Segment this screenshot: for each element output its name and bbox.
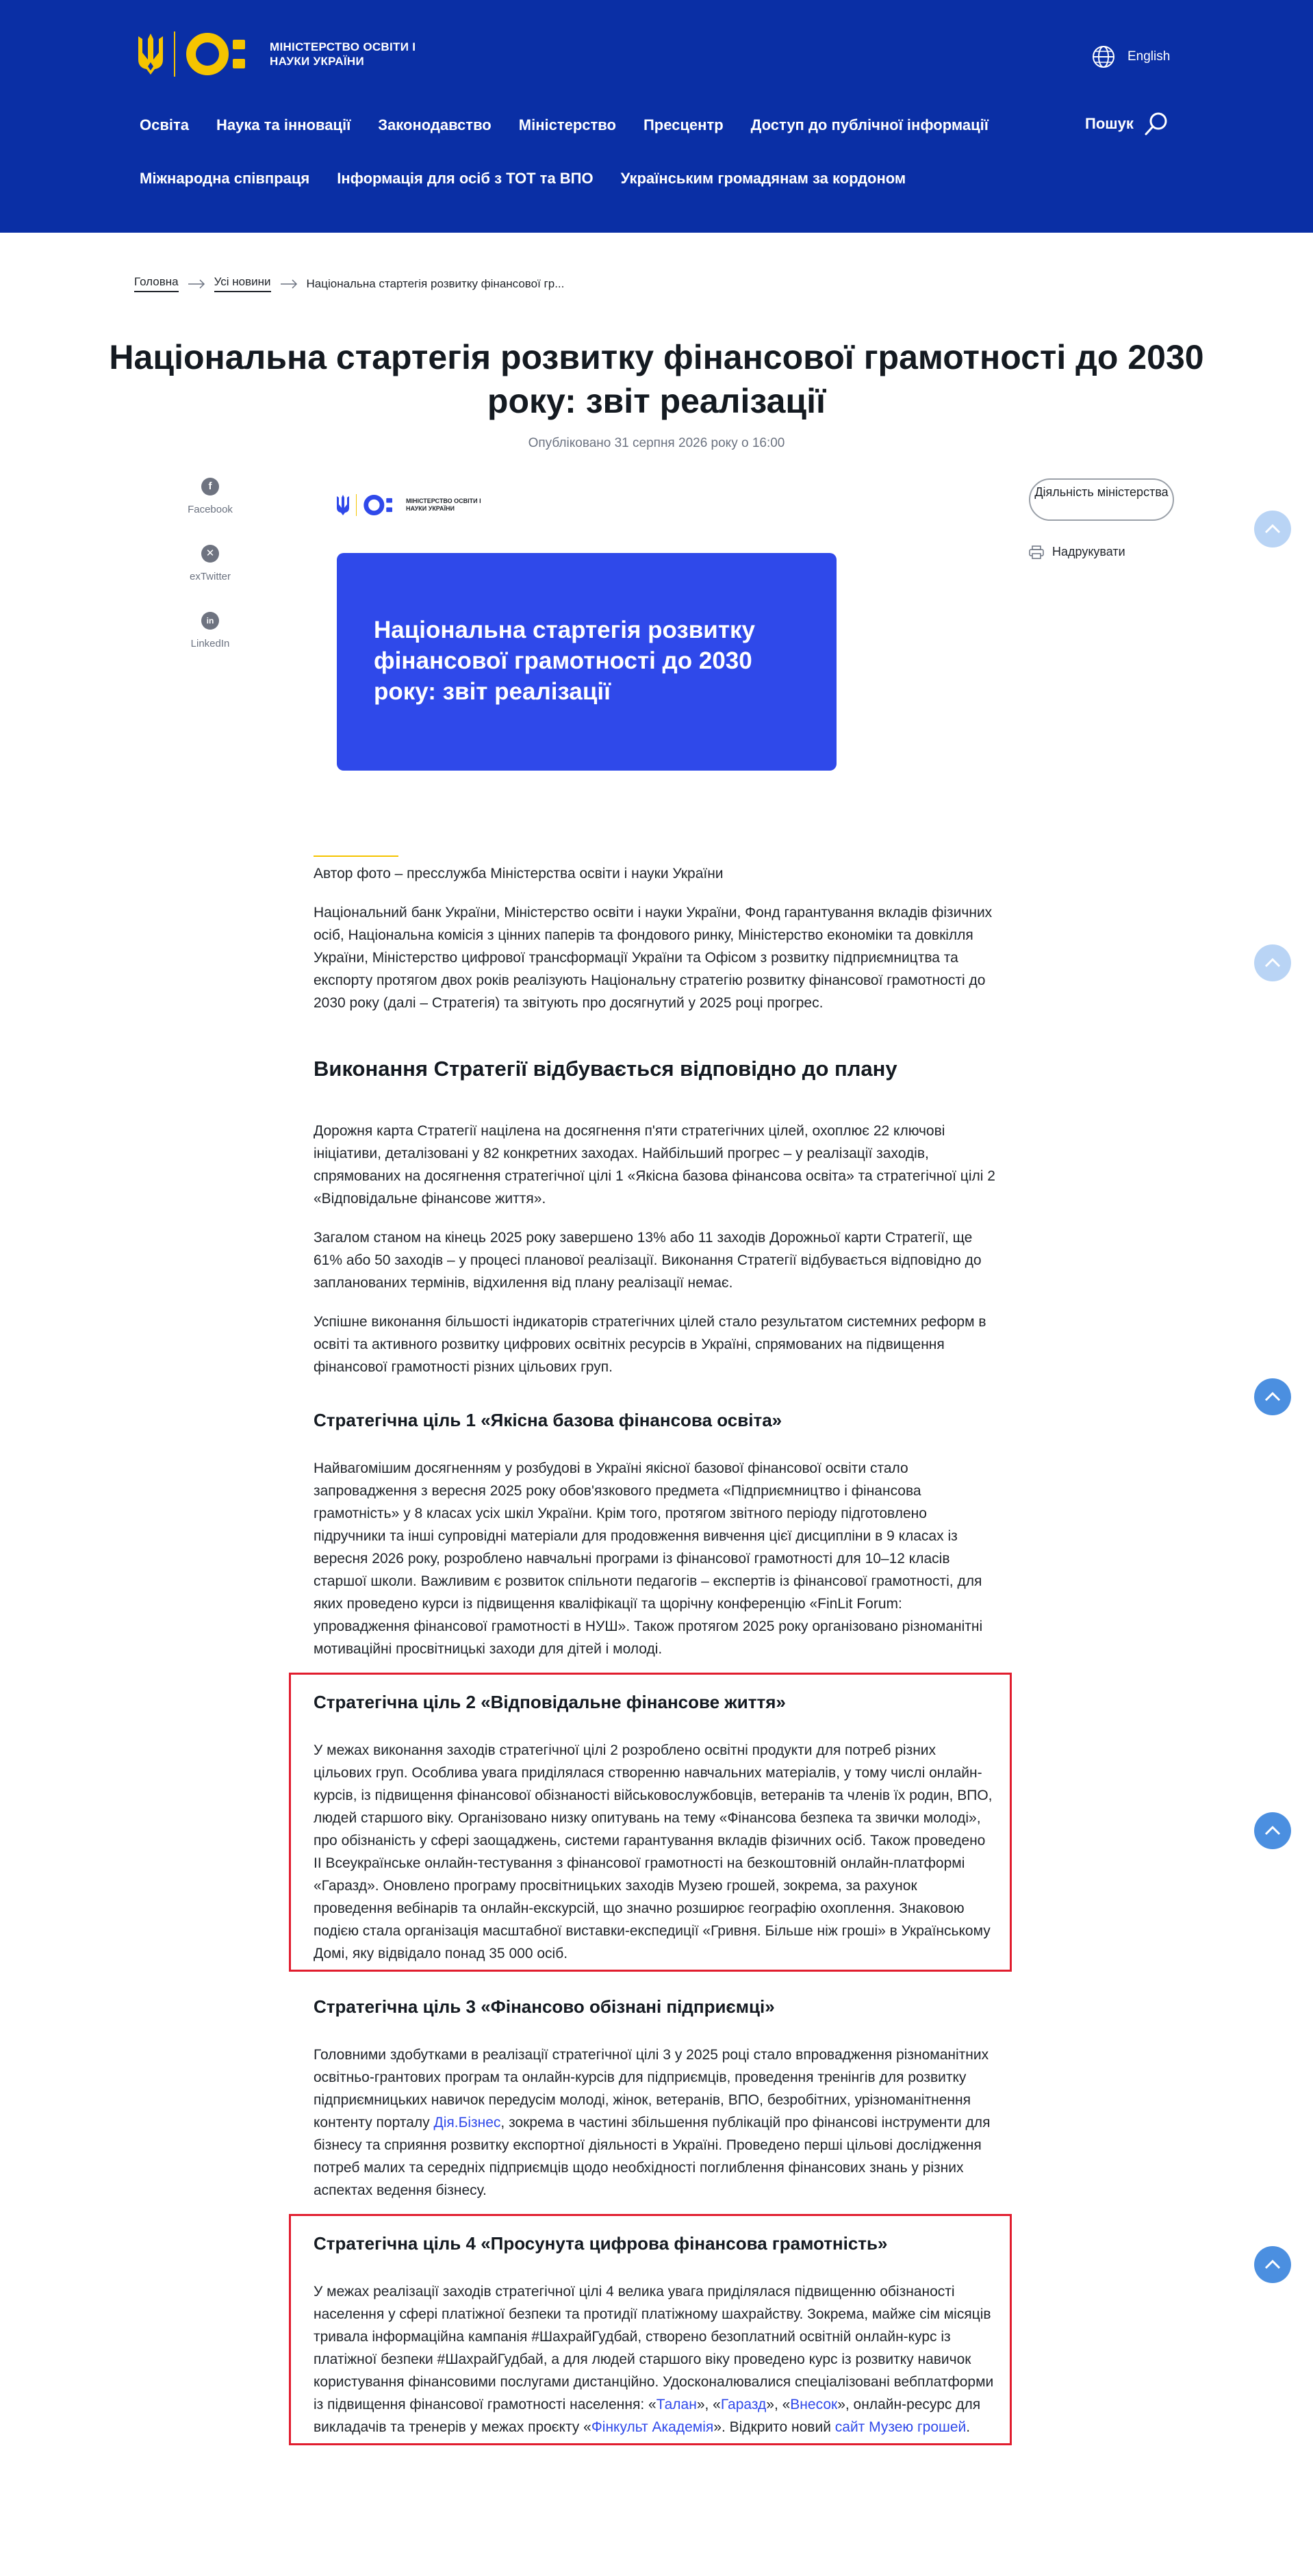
chevron-up-icon [1264, 524, 1282, 534]
paragraph: Успішне виконання більшості індикаторів стратегічних цілей стало результатом системних реформ в освіті та активного розвитку цифрових освітніх ресурсів в Україні, спрямованих на підвищення фінансової грамотності різних цільових груп. [314, 1314, 986, 1375]
nav-item-education[interactable]: Освіта [140, 116, 189, 133]
section-heading: Виконання Стратегії відбувається відповідно до плану [314, 1057, 897, 1081]
cover-title: Національна стартегія розвитку фінансової грамотності до 2030 року: звіт реалізації [374, 617, 755, 705]
cover-image [337, 553, 837, 771]
nav-item-legislation[interactable]: Законодавство [378, 116, 492, 133]
primary-nav [140, 116, 1016, 134]
share-facebook[interactable] [185, 478, 235, 515]
goal-1-text: Найвагомішим досягненням у розбудові в Україні якісної базової фінансової освіти стало запровадження з вересня 2025 року обов'язкового предмета «Підприємництво і фінансова грамотність» у 8 класах усіх шкіл України. Крім того, протягом звітного періоду підготовлено підручники та інші супровідні матеріали для продовження вивчення цієї дисципліни в 9 класах із вересня 2026 року, розроблено навчальні програми із фінансової грамотності для 10–12 класів старшої школи. Важливим є розвиток спільноти педагогів – експертів із фінансової грамотності, для яких проведено курси із підвищення кваліфікації та щорічну конференцію «FinLit Forum: упровадження фінансової грамотності в НУШ». Також протягом 2025 року організовано різноманітні мотиваційні просвітницькі заходи для дітей і молоді. [314, 1460, 983, 1657]
scroll-to-top-button[interactable] [1254, 2246, 1291, 2283]
logo-divider [174, 31, 175, 77]
chevron-up-icon [1264, 1825, 1282, 1836]
cover-logo [335, 494, 488, 516]
highlight-box-goal-4 [289, 2214, 1012, 2445]
finkult-academy-link[interactable]: Фінкульт Академія [591, 2419, 714, 2435]
x-icon: ✕ [201, 545, 219, 563]
share-twitter[interactable] [185, 545, 235, 582]
nav-item-press[interactable]: Пресцентр [643, 116, 724, 133]
secondary-nav [140, 170, 933, 188]
caption-divider [314, 855, 398, 857]
text-segment: ». Відкрито новий [713, 2419, 835, 2435]
share-linkedin[interactable] [185, 612, 235, 649]
nav-item-tot-vpo[interactable]: Інформація для осіб з ТОТ та ВПО [337, 170, 594, 187]
goal-1-heading: Стратегічна ціль 1 «Якісна базова фінансова освіта» [314, 1410, 782, 1430]
linkedin-icon: in [201, 612, 219, 630]
ministry-logo[interactable] [136, 31, 434, 77]
breadcrumb-news[interactable]: Усі новини [214, 275, 271, 292]
mon-logomark-icon [185, 31, 260, 77]
facebook-icon: f [201, 478, 219, 495]
arrow-right-icon [187, 279, 206, 289]
vnesok-link[interactable]: Внесок [790, 2397, 838, 2412]
language-switcher[interactable] [1092, 45, 1170, 68]
breadcrumb [134, 275, 564, 292]
mon-logomark-icon [362, 494, 400, 516]
scroll-to-top-button[interactable] [1254, 511, 1291, 548]
garazd-link[interactable]: Гаразд [720, 2397, 767, 2412]
publish-date: Опубліковано 31 серпня 2026 року о 16:00 [528, 436, 785, 450]
print-label: Надрукувати [1052, 545, 1125, 558]
goal-3-text [314, 2044, 995, 2202]
paragraph: Загалом станом на кінець 2025 року завершено 13% або 11 заходів Дорожньої карти Стратегії, ще 61% або 50 заходів – у процесі планової реалізації. Виконання Стратегії відбувається відповідно до запланованих термінів, відхилення від плану реалізації немає. [314, 1230, 982, 1291]
text-segment: », « [766, 2397, 791, 2412]
breadcrumb-current: Національна стартегія розвитку фінансової гр... [306, 276, 565, 290]
goal-2-heading: Стратегічна ціль 2 «Відповідальне фінансове життя» [314, 1692, 786, 1712]
intro-paragraph: Національний банк України, Міністерство освіти і науки України, Фонд гарантування вкладів фізичних осіб, Національна комісія з цінних паперів та фондового ринку, Міністерство економіки та довкілля України, Міністерство цифрової трансформації України та Офісом з розвитку підприємництва та експорту протягом двох років реалізують Національну стратегію розвитку фінансової грамотності до 2030 року (далі – Стратегія) та звітують про досягнутий у 2025 році прогрес. [314, 905, 993, 1011]
nav-item-international[interactable]: Міжнародна співпраця [140, 170, 310, 187]
trident-icon [335, 494, 350, 516]
money-museum-link[interactable]: сайт Музею грошей [834, 2419, 967, 2435]
breadcrumb-home[interactable]: Головна [134, 275, 179, 292]
nav-item-ministry[interactable]: Міністерство [518, 116, 616, 133]
paragraph: Дорожня карта Стратегії націлена на досягнення п'яти стратегічних цілей, охоплює 22 ключові ініціативи, деталізовані у 82 конкретних заходах. Найбільший прогрес – у реалізації заходів, спрямованих на досягнення стратегічної цілі 1 «Якісна базова фінансова освіта» та стратегічної цілі 2 «Відповідальне фінансове життя». [314, 1123, 995, 1207]
nav-item-abroad[interactable]: Українським громадянам за кордоном [620, 170, 906, 187]
search-icon [1143, 111, 1169, 137]
share-twitter-label: exTwitter [189, 571, 231, 582]
photo-caption: Автор фото – пресслужба Міністерства освіти і науки України [314, 866, 724, 881]
ministry-activity-button[interactable]: Діяльність міністерства [1029, 478, 1174, 521]
logo-divider [356, 494, 357, 516]
chevron-up-icon [1264, 957, 1282, 968]
dia-business-link[interactable]: Дія.Бізнес [433, 2115, 501, 2130]
ministry-name: МІНІСТЕРСТВО ОСВІТИ І НАУКИ УКРАЇНИ [270, 40, 416, 68]
goal-4-heading: Стратегічна ціль 4 «Просунута цифрова фінансова грамотність» [314, 2233, 888, 2254]
page-title: Національна стартегія розвитку фінансової грамотності до 2030 року: звіт реалізації [109, 338, 1204, 420]
text-segment: », онлайн-ресурс для викладачів та тренерів у межах проєкту « [314, 2397, 981, 2435]
goal-3-heading: Стратегічна ціль 3 «Фінансово обізнані підприємці» [314, 1996, 775, 2017]
share-linkedin-label: LinkedIn [190, 638, 230, 649]
text-segment: », « [696, 2397, 721, 2412]
nav-item-public-info[interactable]: Доступ до публічної інформації [750, 116, 989, 133]
scroll-to-top-button[interactable] [1254, 1378, 1291, 1415]
scroll-to-top-button[interactable] [1254, 1812, 1291, 1849]
site-header [0, 0, 1313, 233]
text-segment: Головними здобутками в реалізації стратегічної цілі 3 у 2025 році стало впровадження різноманітних освітньо-грантових програм та онлайн-курсів для підприємців, проведення тренінгів для розвитку підприємницьких навичок передусім молоді, жінок, ветеранів, ВПО, безробітних, урізноманітнення контенту порталу [314, 2047, 989, 2130]
printer-icon [1029, 545, 1044, 559]
globe-icon [1092, 45, 1115, 68]
talan-link[interactable]: Талан [656, 2397, 697, 2412]
text-segment: У межах реалізації заходів стратегічної цілі 4 велика увага приділялася підвищенню обізнаності населення у сфері платіжної безпеки та протидії платіжному шахрайству. Зокрема, майже сім місяців тривала інформаційна кампанія #ШахрайГудбай, створено безоплатний освітній онлайн-курс із платіжної безпеки #ШахрайГудбай, а для людей старшого віку проведено курс із розвитку навичок користування фінансовими послугами дистанційно. Удосконалювалися спеціалізовані вебплатформи із підвищення фінансової грамотності населення: « [314, 2284, 994, 2412]
text-segment: , зокрема в частині збільшення публікацій про фінансові інструменти для бізнесу та сприяння розвитку експортної діяльності в Україні. Проведено перші цільові дослідження потреб малих та середніх підприємців щодо необхідності поглиблення фінансових знань у різних аспектах ведення бізнесу. [314, 2115, 991, 2198]
chevron-up-icon [1264, 1391, 1282, 1402]
search-button[interactable] [1085, 111, 1169, 137]
scroll-to-top-button[interactable] [1254, 944, 1291, 981]
arrow-right-icon [279, 279, 298, 289]
cover-logo-text: МІНІСТЕРСТВО ОСВІТИ І НАУКИ УКРАЇНИ [406, 498, 481, 512]
share-facebook-label: Facebook [188, 504, 233, 515]
text-segment: . [966, 2419, 971, 2435]
search-label: Пошук [1085, 115, 1134, 132]
print-button[interactable] [1029, 545, 1125, 559]
language-label: English [1127, 49, 1171, 64]
goal-2-text: У межах виконання заходів стратегічної цілі 2 розроблено освітні продукти для потреб різних цільових груп. Особлива увага приділялася створенню навчальних матеріалів, у тому числі онлайн-курсів, із підвищення фінансової обізнаності військовослужбовців, ветеранів та членів їх родин, ВПО, людей старшого віку. Організовано низку опитувань на тему «Фінансова безпека та звички молоді», про обізнаність у сфері заощаджень, системи гарантування вкладів фізичних осіб. Також проведено II Всеукраїнське онлайн-тестування з фінансової грамотності на безкоштовній онлайн-платформі «Гаразд». Оновлено програму просвітницьких заходів Музею грошей, зокрема, за рахунок проведення вебінарів та онлайн-екскурсій, що значно розширює географію охоплення. Знаковою подією стала організація масштабної виставки-експедиції «Гривня. Більше ніж гроші» в Українському Домі, яку відвідало понад 35 000 осіб. [314, 1742, 993, 1961]
nav-item-science[interactable]: Наука та інновації [216, 116, 351, 133]
trident-icon [136, 32, 166, 76]
highlight-box-goal-2 [289, 1673, 1012, 1972]
chevron-up-icon [1264, 2259, 1282, 2270]
